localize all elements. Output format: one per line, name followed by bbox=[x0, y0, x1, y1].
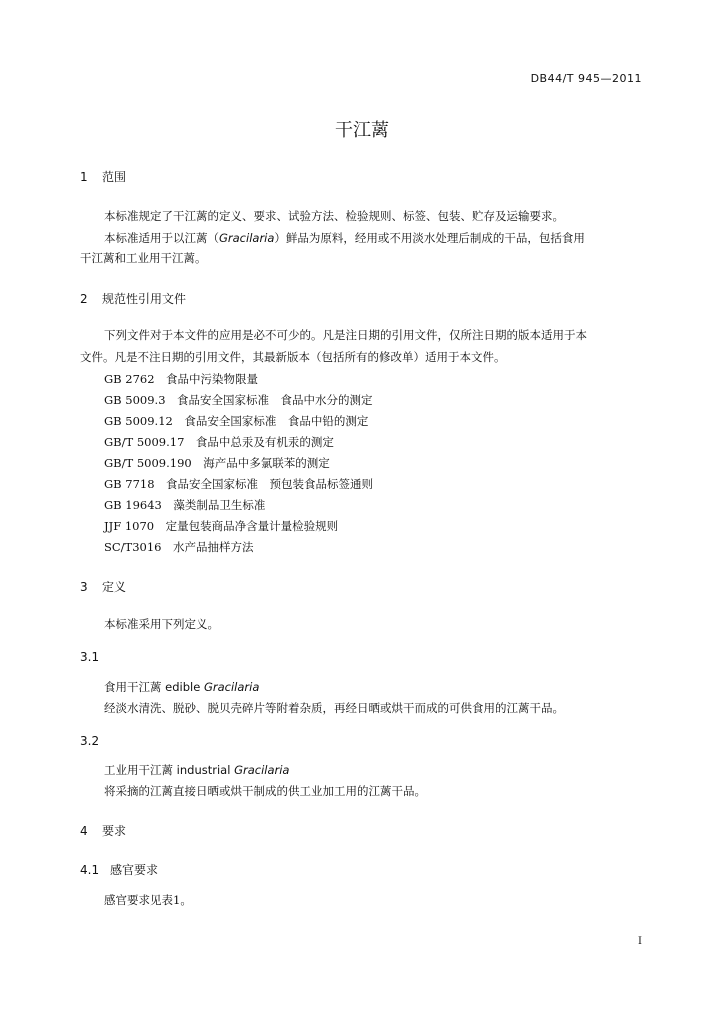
term-english: industrial bbox=[176, 763, 231, 777]
paragraph bbox=[104, 230, 585, 246]
reference-item: GB 19643 藻类制品卫生标准 bbox=[104, 498, 266, 512]
term-entry bbox=[104, 762, 289, 778]
reference-item: GB 5009.12 食品安全国家标准 食品中铅的测定 bbox=[104, 414, 369, 428]
reference-item: GB/T 5009.17 食品中总汞及有机汞的测定 bbox=[104, 435, 334, 449]
paragraph-continuation: 干江蓠和工业用干江蓠。 bbox=[80, 251, 207, 265]
term-entry bbox=[104, 679, 259, 695]
section-title: 要求 bbox=[102, 824, 127, 838]
clause-number: 3.2 bbox=[80, 734, 100, 748]
section-title: 规范性引用文件 bbox=[102, 292, 187, 306]
page-title: 干江蓠 bbox=[335, 120, 389, 141]
reference-item: GB/T 5009.190 海产品中多氯联苯的测定 bbox=[104, 456, 330, 470]
subsection-heading-sensory bbox=[80, 861, 158, 878]
term-chinese: 食用干江蓠 bbox=[104, 680, 162, 694]
section-title: 范围 bbox=[102, 170, 127, 184]
section-heading-normative-references bbox=[80, 290, 186, 307]
reference-item: JJF 1070 定量包装商品净含量计量检验规则 bbox=[104, 519, 339, 533]
paragraph: 下列文件对于本文件的应用是必不可少的。凡是注日期的引用文件，仅所注日期的版本适用于本 bbox=[104, 328, 587, 342]
term-chinese: 工业用干江蓠 bbox=[104, 763, 173, 777]
clause-number: 3.1 bbox=[80, 650, 100, 664]
section-number: 2 bbox=[80, 292, 88, 306]
reference-item: SC/T3016 水产品抽样方法 bbox=[104, 540, 254, 554]
section-heading-scope bbox=[80, 168, 126, 185]
term-definition: 将采摘的江蓠直接日晒或烘干制成的供工业加工用的江蓠干品。 bbox=[104, 784, 426, 798]
text-run: 本标准适用于以江蓠（ bbox=[104, 231, 219, 245]
reference-item: GB 7718 食品安全国家标准 预包装食品标签通则 bbox=[104, 477, 374, 491]
subsection-number: 4.1 bbox=[80, 863, 100, 877]
term-latin: Gracilaria bbox=[234, 763, 290, 777]
document-code: DB44/T 945—2011 bbox=[530, 72, 642, 85]
term-english: edible bbox=[165, 680, 201, 694]
text-run: ）鲜品为原料，经用或不用淡水处理后制成的干品，包括食用 bbox=[274, 231, 585, 245]
paragraph-continuation: 文件。凡是不注日期的引用文件，其最新版本（包括所有的修改单）适用于本文件。 bbox=[80, 350, 506, 364]
paragraph: 感官要求见表1。 bbox=[104, 893, 192, 907]
section-heading-requirements bbox=[80, 822, 126, 839]
paragraph: 本标准采用下列定义。 bbox=[104, 617, 219, 631]
latin-name: Gracilaria bbox=[219, 231, 275, 245]
term-definition: 经淡水清洗、脱砂、脱贝壳碎片等附着杂质，再经日晒或烘干而成的可供食用的江蓠干品。 bbox=[104, 701, 564, 715]
reference-item: GB 5009.3 食品安全国家标准 食品中水分的测定 bbox=[104, 393, 373, 407]
section-number: 4 bbox=[80, 824, 88, 838]
section-number: 1 bbox=[80, 170, 88, 184]
section-heading-definitions bbox=[80, 578, 126, 595]
page-number: I bbox=[638, 936, 642, 947]
subsection-title: 感官要求 bbox=[110, 863, 159, 877]
paragraph: 本标准规定了干江蓠的定义、要求、试验方法、检验规则、标签、包装、贮存及运输要求。 bbox=[104, 209, 564, 223]
reference-item: GB 2762 食品中污染物限量 bbox=[104, 372, 259, 386]
section-title: 定义 bbox=[102, 580, 127, 594]
term-latin: Gracilaria bbox=[203, 680, 260, 694]
section-number: 3 bbox=[80, 580, 88, 594]
